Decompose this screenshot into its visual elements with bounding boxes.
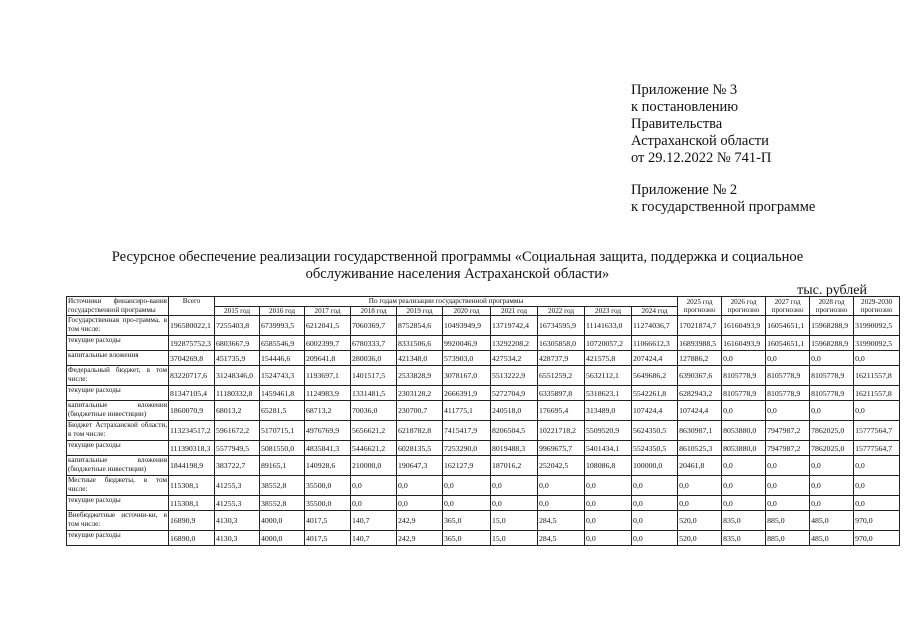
value-cell: 162127,9	[443, 456, 491, 476]
value-cell: 6390367,6	[678, 366, 722, 386]
value-cell: 0,0	[722, 476, 766, 496]
value-cell: 4835841,3	[305, 441, 351, 456]
appendix-2-block	[631, 182, 815, 216]
row-label-cell: капитальные вложения (бюджетные инвестиции)	[67, 456, 169, 476]
value-cell: 192875752,3	[169, 336, 215, 351]
value-cell: 0,0	[491, 496, 538, 511]
value-cell: 1459461,8	[260, 386, 305, 401]
appendix-3-line: Правительства	[631, 116, 723, 132]
value-cell: 885,0	[766, 531, 810, 546]
value-cell: 13719742,4	[491, 316, 538, 336]
value-cell: 83220717,6	[169, 366, 215, 386]
appendix-2-line: к государственной программе	[631, 199, 816, 215]
row-label-cell: текущие расходы	[67, 386, 169, 401]
value-cell: 835,0	[722, 511, 766, 531]
value-cell: 140,7	[351, 511, 397, 531]
value-cell: 970,0	[854, 531, 900, 546]
value-cell: 8105778,9	[810, 366, 854, 386]
value-cell: 428737,9	[538, 351, 585, 366]
value-cell: 240518,0	[491, 401, 538, 421]
value-cell: 0,0	[766, 456, 810, 476]
value-cell: 176695,4	[538, 401, 585, 421]
value-cell: 0,0	[632, 476, 678, 496]
value-cell: 7947987,2	[766, 441, 810, 456]
header-year-cell: 2023 год	[585, 306, 632, 316]
value-cell: 16734595,9	[538, 316, 585, 336]
appendix-3-line: от 29.12.2022 № 741-П	[631, 150, 772, 166]
value-cell: 6212041,5	[305, 316, 351, 336]
appendix-3-line: Приложение № 3	[631, 82, 738, 98]
header-year-cell: 2024 год	[632, 306, 678, 316]
appendix-3-line: Астраханской области	[631, 133, 769, 149]
value-cell: 0,0	[443, 476, 491, 496]
value-cell: 16890,0	[169, 531, 215, 546]
value-cell: 16890,9	[169, 511, 215, 531]
value-cell: 970,0	[854, 511, 900, 531]
value-cell: 31248346,0	[215, 366, 260, 386]
header-year-cell: 2018 год	[351, 306, 397, 316]
value-cell: 70036,0	[351, 401, 397, 421]
value-cell: 11274036,7	[632, 316, 678, 336]
value-cell: 0,0	[722, 496, 766, 511]
value-cell: 411775,1	[443, 401, 491, 421]
value-cell: 2666391,9	[443, 386, 491, 401]
table-row	[67, 441, 900, 456]
value-cell: 210000,0	[351, 456, 397, 476]
value-cell: 6739993,5	[260, 316, 305, 336]
header-source-cell: Источники финансиро-вания государственной программы	[68, 297, 167, 314]
row-label-cell: капитальные вложения (бюджетные инвестиции)	[67, 401, 169, 421]
value-cell: 35500,0	[305, 496, 351, 511]
value-cell: 284,5	[538, 531, 585, 546]
value-cell: 0,0	[351, 476, 397, 496]
value-cell: 313489,0	[585, 401, 632, 421]
value-cell: 365,0	[443, 511, 491, 531]
value-cell: 1860070,9	[169, 401, 215, 421]
value-cell: 38552,8	[260, 476, 305, 496]
header-year-cell: 2027 год прогнозно	[766, 297, 810, 316]
value-cell: 16160493,9	[722, 336, 766, 351]
value-cell: 252042,5	[538, 456, 585, 476]
value-cell: 6218782,8	[397, 421, 443, 441]
value-cell: 1331481,5	[351, 386, 397, 401]
value-cell: 115308,1	[169, 496, 215, 511]
value-cell: 140,7	[351, 531, 397, 546]
value-cell: 0,0	[810, 351, 854, 366]
table-row	[67, 386, 900, 401]
value-cell: 20461,8	[678, 456, 722, 476]
value-cell: 5524350,5	[632, 441, 678, 456]
units-label: тыс. рублей	[797, 283, 867, 298]
value-cell: 0,0	[766, 401, 810, 421]
value-cell: 15,0	[491, 531, 538, 546]
value-cell: 0,0	[854, 496, 900, 511]
value-cell: 365,0	[443, 531, 491, 546]
header-total-cell: Всего	[169, 297, 215, 316]
header-year-cell: 2019 год	[397, 306, 443, 316]
value-cell: 10221718,2	[538, 421, 585, 441]
value-cell: 16054651,1	[766, 336, 810, 351]
value-cell: 0,0	[810, 476, 854, 496]
value-cell: 8630987,1	[678, 421, 722, 441]
value-cell: 16054651,1	[766, 316, 810, 336]
value-cell: 5170715,1	[260, 421, 305, 441]
value-cell: 7947987,2	[766, 421, 810, 441]
value-cell: 31990092,5	[854, 316, 900, 336]
table-row	[67, 316, 900, 336]
value-cell: 0,0	[854, 401, 900, 421]
value-cell: 140928,6	[305, 456, 351, 476]
value-cell: 2533828,9	[397, 366, 443, 386]
row-label-cell: Бюджет Астраханской области, в том числе:	[67, 421, 169, 441]
value-cell: 485,0	[810, 511, 854, 531]
value-cell: 15968288,9	[810, 316, 854, 336]
value-cell: 885,0	[766, 511, 810, 531]
value-cell: 11141633,0	[585, 316, 632, 336]
value-cell: 5656621,2	[351, 421, 397, 441]
value-cell: 41255,3	[215, 496, 260, 511]
value-cell: 451735,9	[215, 351, 260, 366]
value-cell: 190647,3	[397, 456, 443, 476]
value-cell: 6282943,2	[678, 386, 722, 401]
value-cell: 1524743,3	[260, 366, 305, 386]
value-cell: 6585546,9	[260, 336, 305, 351]
table-row	[67, 351, 900, 366]
value-cell: 0,0	[585, 511, 632, 531]
value-cell: 242,9	[397, 511, 443, 531]
value-cell: 4017,5	[305, 511, 351, 531]
header-year-cell: 2022 год	[538, 306, 585, 316]
value-cell: 8105778,9	[810, 386, 854, 401]
appendix-2-line: Приложение № 2	[631, 182, 738, 198]
document-title-line-2: обслуживание населения Астраханской области»	[305, 266, 610, 282]
value-cell: 5649686,2	[632, 366, 678, 386]
value-cell: 5632112,1	[585, 366, 632, 386]
value-cell: 5401434,1	[585, 441, 632, 456]
value-cell: 7415417,9	[443, 421, 491, 441]
value-cell: 9920046,9	[443, 336, 491, 351]
value-cell: 8105778,9	[722, 366, 766, 386]
value-cell: 6780333,7	[351, 336, 397, 351]
value-cell: 0,0	[632, 531, 678, 546]
value-cell: 6551259,2	[538, 366, 585, 386]
resource-table	[66, 296, 900, 546]
value-cell: 0,0	[810, 496, 854, 511]
appendix-3-block	[631, 82, 771, 167]
value-cell: 0,0	[632, 496, 678, 511]
header-year-cell: 2026 год прогнозно	[722, 297, 766, 316]
row-label-cell: Федеральный бюджет, в том числе:	[67, 366, 169, 386]
value-cell: 0,0	[443, 496, 491, 511]
row-label-cell: текущие расходы	[67, 441, 169, 456]
value-cell: 383722,7	[215, 456, 260, 476]
row-label-cell: Государственная про-грамма, в том числе:	[67, 316, 169, 336]
value-cell: 7255403,8	[215, 316, 260, 336]
row-label-cell: капитальные вложения	[67, 351, 169, 366]
row-label-cell: Местные бюджеты, в том числе:	[67, 476, 169, 496]
value-cell: 5961672,2	[215, 421, 260, 441]
header-year-cell: 2029-2030 прогнозно	[854, 297, 900, 316]
table-row	[67, 336, 900, 351]
value-cell: 209641,8	[305, 351, 351, 366]
value-cell: 0,0	[854, 351, 900, 366]
value-cell: 6335897,8	[538, 386, 585, 401]
value-cell: 0,0	[766, 496, 810, 511]
value-cell: 31990092,5	[854, 336, 900, 351]
table-row	[67, 401, 900, 421]
value-cell: 10493949,9	[443, 316, 491, 336]
value-cell: 230700,7	[397, 401, 443, 421]
value-cell: 113234517,2	[169, 421, 215, 441]
value-cell: 5081550,0	[260, 441, 305, 456]
value-cell: 38552,8	[260, 496, 305, 511]
value-cell: 0,0	[766, 351, 810, 366]
value-cell: 9969675,7	[538, 441, 585, 456]
value-cell: 7060369,7	[351, 316, 397, 336]
value-cell: 0,0	[678, 476, 722, 496]
value-cell: 107424,4	[632, 401, 678, 421]
value-cell: 0,0	[632, 511, 678, 531]
appendix-3-line: к постановлению	[631, 99, 739, 115]
value-cell: 89165,1	[260, 456, 305, 476]
value-cell: 835,0	[722, 531, 766, 546]
value-cell: 196580022,1	[169, 316, 215, 336]
value-cell: 15,0	[491, 511, 538, 531]
row-label-cell: текущие расходы	[67, 531, 169, 546]
header-year-cell: 2025 год прогнозно	[678, 297, 722, 316]
value-cell: 485,0	[810, 531, 854, 546]
value-cell: 115308,1	[169, 476, 215, 496]
value-cell: 421575,8	[585, 351, 632, 366]
value-cell: 0,0	[766, 476, 810, 496]
value-cell: 154446,6	[260, 351, 305, 366]
value-cell: 8610525,3	[678, 441, 722, 456]
table-row	[67, 421, 900, 441]
value-cell: 107424,4	[678, 401, 722, 421]
value-cell: 0,0	[585, 531, 632, 546]
header-by-years-cell: По годам реализации государственной программы	[215, 297, 678, 307]
value-cell: 427534,2	[491, 351, 538, 366]
value-cell: 4000,0	[260, 531, 305, 546]
value-cell: 8053880,0	[722, 441, 766, 456]
value-cell: 16305858,0	[538, 336, 585, 351]
value-cell: 0,0	[678, 496, 722, 511]
value-cell: 0,0	[722, 456, 766, 476]
value-cell: 280036,0	[351, 351, 397, 366]
header-year-cell: 2016 год	[260, 306, 305, 316]
value-cell: 0,0	[491, 476, 538, 496]
value-cell: 8105778,9	[766, 386, 810, 401]
value-cell: 0,0	[854, 456, 900, 476]
value-cell: 573903,0	[443, 351, 491, 366]
header-year-cell: 2017 год	[305, 306, 351, 316]
table-row	[67, 496, 900, 511]
value-cell: 6028135,5	[397, 441, 443, 456]
value-cell: 1193697,1	[305, 366, 351, 386]
value-cell: 5624350,5	[632, 421, 678, 441]
value-cell: 0,0	[585, 496, 632, 511]
value-cell: 108086,8	[585, 456, 632, 476]
value-cell: 10720057,2	[585, 336, 632, 351]
value-cell: 187016,2	[491, 456, 538, 476]
value-cell: 5446621,2	[351, 441, 397, 456]
value-cell: 111390318,3	[169, 441, 215, 456]
document-title	[100, 249, 815, 283]
value-cell: 68013,2	[215, 401, 260, 421]
value-cell: 8019488,3	[491, 441, 538, 456]
value-cell: 16893988,5	[678, 336, 722, 351]
row-label-cell: текущие расходы	[67, 496, 169, 511]
value-cell: 16160493,9	[722, 316, 766, 336]
value-cell: 11066612,3	[632, 336, 678, 351]
value-cell: 5577949,5	[215, 441, 260, 456]
row-label-cell: текущие расходы	[67, 336, 169, 351]
value-cell: 5542261,8	[632, 386, 678, 401]
value-cell: 4017,5	[305, 531, 351, 546]
table-row	[67, 366, 900, 386]
value-cell: 41255,3	[215, 476, 260, 496]
value-cell: 35500,0	[305, 476, 351, 496]
value-cell: 4976769,9	[305, 421, 351, 441]
value-cell: 16211557,8	[854, 366, 900, 386]
value-cell: 520,0	[678, 531, 722, 546]
value-cell: 6002399,7	[305, 336, 351, 351]
value-cell: 15777564,7	[854, 441, 900, 456]
value-cell: 1401517,5	[351, 366, 397, 386]
value-cell: 0,0	[538, 496, 585, 511]
value-cell: 242,9	[397, 531, 443, 546]
value-cell: 16211557,8	[854, 386, 900, 401]
value-cell: 8053880,0	[722, 421, 766, 441]
value-cell: 8752854,6	[397, 316, 443, 336]
value-cell: 17021874,7	[678, 316, 722, 336]
value-cell: 6803667,9	[215, 336, 260, 351]
table-row	[67, 456, 900, 476]
value-cell: 4130,3	[215, 511, 260, 531]
header-year-cell: 2015 год	[215, 306, 260, 316]
value-cell: 3704269,8	[169, 351, 215, 366]
value-cell: 11180332,8	[215, 386, 260, 401]
row-label-cell: Внебюджетные источни-ки, в том числе:	[67, 511, 169, 531]
value-cell: 5318623,1	[585, 386, 632, 401]
value-cell: 1124983,9	[305, 386, 351, 401]
value-cell: 4130,3	[215, 531, 260, 546]
value-cell: 0,0	[810, 456, 854, 476]
value-cell: 15777564,7	[854, 421, 900, 441]
value-cell: 0,0	[397, 496, 443, 511]
value-cell: 0,0	[585, 476, 632, 496]
value-cell: 13292208,2	[491, 336, 538, 351]
value-cell: 421348,0	[397, 351, 443, 366]
value-cell: 0,0	[722, 401, 766, 421]
header-year-cell: 2021 год	[491, 306, 538, 316]
value-cell: 5513222,9	[491, 366, 538, 386]
value-cell: 8331506,6	[397, 336, 443, 351]
table-header-row	[67, 297, 900, 307]
value-cell: 1844198,9	[169, 456, 215, 476]
header-year-cell: 2020 год	[443, 306, 491, 316]
value-cell: 5509520,9	[585, 421, 632, 441]
value-cell: 68713,2	[305, 401, 351, 421]
value-cell: 284,5	[538, 511, 585, 531]
value-cell: 81347105,4	[169, 386, 215, 401]
value-cell: 5272704,9	[491, 386, 538, 401]
value-cell: 7862025,0	[810, 441, 854, 456]
value-cell: 7862025,0	[810, 421, 854, 441]
value-cell: 3078167,0	[443, 366, 491, 386]
value-cell: 0,0	[854, 476, 900, 496]
value-cell: 207424,4	[632, 351, 678, 366]
table-row	[67, 476, 900, 496]
value-cell: 8206504,5	[491, 421, 538, 441]
value-cell: 4000,0	[260, 511, 305, 531]
value-cell: 8105778,9	[722, 386, 766, 401]
document-title-line-1: Ресурсное обеспечение реализации государственной программы «Социальная защита, поддержка и социальное	[111, 249, 804, 265]
value-cell: 7253290,0	[443, 441, 491, 456]
value-cell: 0,0	[538, 476, 585, 496]
value-cell: 15968288,9	[810, 336, 854, 351]
value-cell: 65281,5	[260, 401, 305, 421]
value-cell: 0,0	[810, 401, 854, 421]
value-cell: 0,0	[351, 496, 397, 511]
value-cell: 127886,2	[678, 351, 722, 366]
value-cell: 0,0	[397, 476, 443, 496]
table-row	[67, 531, 900, 546]
value-cell: 0,0	[722, 351, 766, 366]
table-row	[67, 511, 900, 531]
value-cell: 100000,0	[632, 456, 678, 476]
header-year-cell: 2028 год прогнозно	[810, 297, 854, 316]
value-cell: 2303128,2	[397, 386, 443, 401]
value-cell: 8105778,9	[766, 366, 810, 386]
value-cell: 520,0	[678, 511, 722, 531]
